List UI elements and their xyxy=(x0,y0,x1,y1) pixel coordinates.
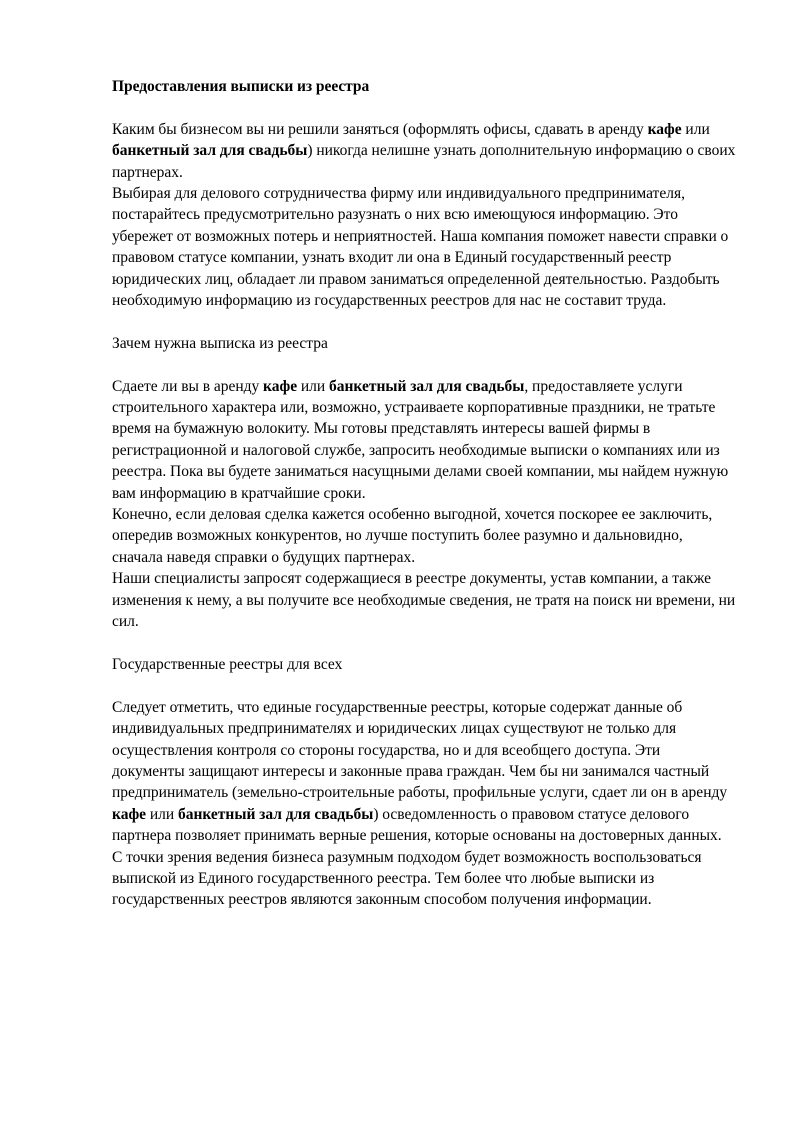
paragraph xyxy=(112,568,736,632)
document-body xyxy=(112,76,736,911)
emphasis-text: банкетный зал для свадьбы xyxy=(177,805,374,823)
paragraph xyxy=(112,183,736,311)
paragraph xyxy=(112,697,736,847)
emphasis-text: кафе xyxy=(647,120,682,138)
body-text: Конечно, если деловая сделка кажется особенно выгодной, хочется поскорее ее заключить, опередив возможных конкурентов, но лучше поступить более разумно и дальновидно, сначала наведя справки о будущих партнерах. xyxy=(112,506,713,566)
body-text: С точки зрения ведения бизнеса разумным подходом будет возможность воспользоваться выпиской из Единого государственного реестра. Тем более что любые выписки из государственных реестров являются законным способом получения информации. xyxy=(112,848,702,909)
section-heading: Зачем нужна выписка из реестра xyxy=(112,334,328,352)
body-text: Выбирая для делового сотрудничества фирму или индивидуального предпринимателя, постарайтесь предусмотрительно разузнать о них всю имеющуюся информацию. Это убережет от возможных потерь и неприятностей. Наша компания поможет навести справки о правовом статусе компании, узнать входит ли она в Единый государственный реестр юридических лиц, обладает ли правом заниматься определенной деятельностью. Раздобыть необходимую информацию из государственных реестров для нас не составит труда. xyxy=(112,185,729,310)
paragraph xyxy=(112,119,736,183)
emphasis-text: банкетный зал для свадьбы xyxy=(112,142,308,160)
body-text: ) никогда нелишне узнать дополнительную информацию о своих партнерах. xyxy=(112,142,736,181)
body-text: ) осведомленность о правовом статусе делового партнера позволяет принимать верные решения, которые основаны на достоверных данных. xyxy=(112,805,722,845)
body-text: или xyxy=(681,120,710,138)
document-section xyxy=(112,333,736,633)
document-title: Предоставления выписки из реестра xyxy=(112,78,370,95)
paragraph xyxy=(112,847,736,911)
emphasis-text: банкетный зал для свадьбы xyxy=(328,377,525,395)
section-heading: Государственные реестры для всех xyxy=(112,655,343,673)
body-text: или xyxy=(146,805,178,823)
paragraph xyxy=(112,504,736,568)
body-text: Наши специалисты запросят содержащиеся в реестре документы, устав компании, а также изменения к нему, а вы получите все необходимые сведения, не тратя на поиск ни времени, ни сил. xyxy=(112,570,736,631)
document-sections xyxy=(112,119,736,911)
emphasis-text: кафе xyxy=(263,377,298,395)
paragraph xyxy=(112,376,736,504)
body-text: Сдаете ли вы в аренду xyxy=(112,377,264,395)
body-text: или xyxy=(297,377,329,395)
body-text: , предоставляете услуги строительного характера или, возможно, устраиваете корпоративные праздники, не тратьте время на бумажную волокиту. Мы готовы представлять интересы вашей фирмы в регистрационной и налоговой службе, запросить необходимые выписки о компаниях или из реестра. Пока вы будете заниматься насущными делами своей компании, мы найдем нужную вам информацию в кратчайшие сроки. xyxy=(112,377,729,502)
body-text: Каким бы бизнесом вы ни решили заняться (оформлять офисы, сдавать в аренду xyxy=(112,120,648,138)
emphasis-text: кафе xyxy=(112,805,147,823)
body-text: Следует отметить, что единые государственные реестры, которые содержат данные об индивидуальных предпринимателях и юридических лицах существуют не только для осуществления контроля со стороны государства, но и для всеобщего доступа. Эти документы защищают интересы и законные права граждан. Чем бы ни занимался частный предприниматель (земельно-строительные работы, профильные услуги, сдает ли он в аренду xyxy=(112,698,728,802)
document-section xyxy=(112,119,736,312)
document-section xyxy=(112,654,736,911)
